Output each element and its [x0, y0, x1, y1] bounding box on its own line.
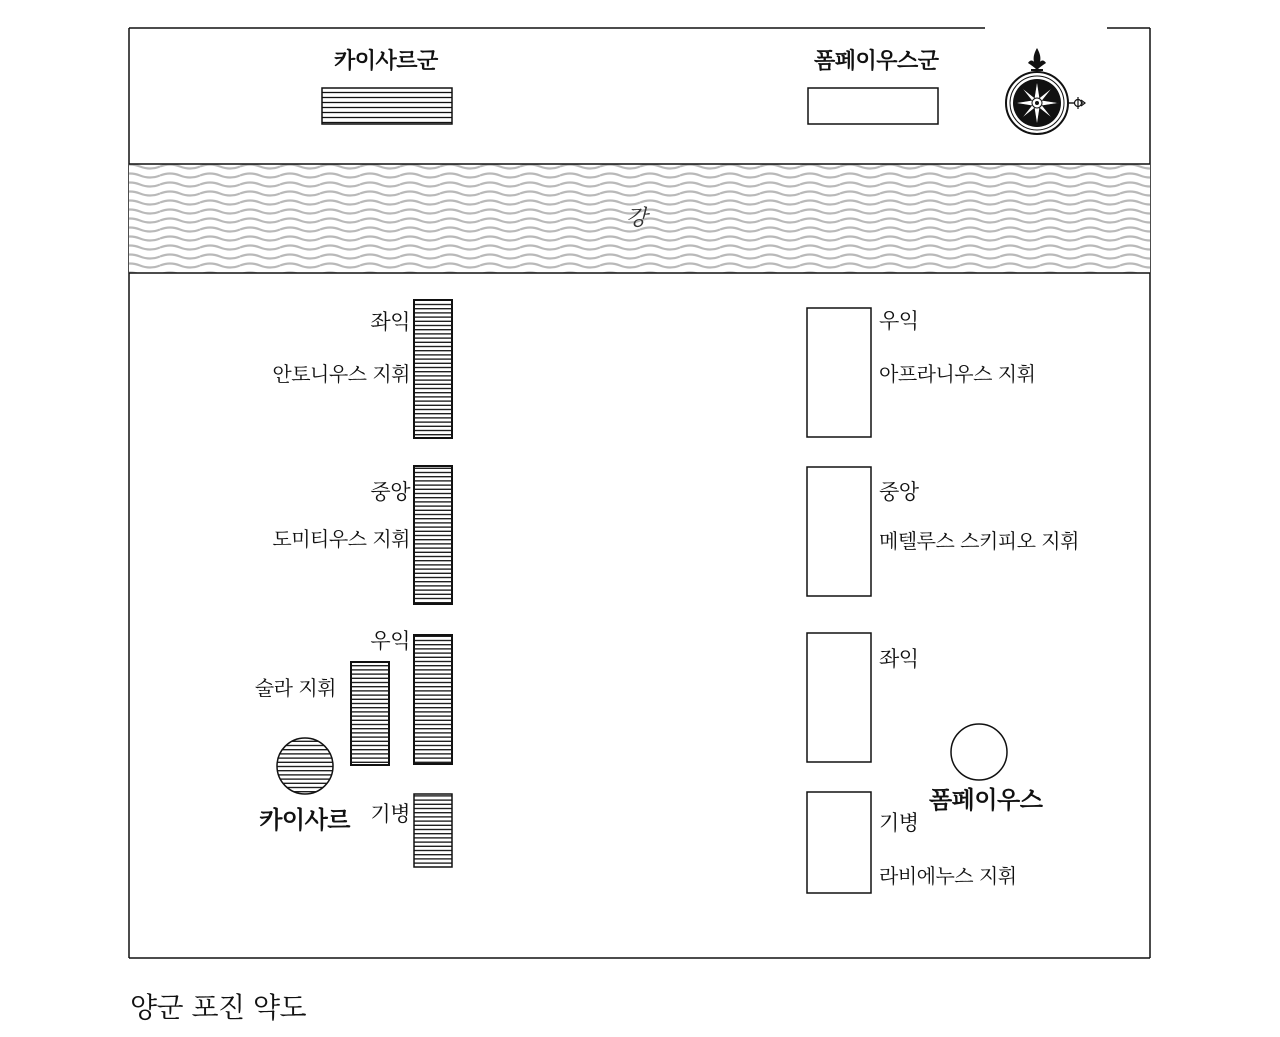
compass-rose-icon: [1006, 48, 1085, 134]
pompey-right-wing-block: [807, 308, 871, 437]
caesar-commander-label: 카이사르: [259, 806, 350, 834]
pompey-right-wing-commander: 아프라니우스 지휘: [879, 362, 1036, 386]
caesar-center-block: [414, 466, 452, 604]
pompey-cavalry-commander: 라비에누스 지휘: [879, 864, 1017, 888]
caesar-left-wing-block: [414, 300, 452, 438]
pompey-left-wing-label: 좌익: [879, 647, 919, 671]
caesar-center-commander: 도미티우스 지휘: [272, 527, 410, 551]
caesar-army-label: 카이사르군: [334, 49, 438, 74]
pompey-left-wing-block: [807, 633, 871, 762]
pompey-army-label: 폼페이우스군: [814, 49, 939, 74]
caesar-reserve-commander: 술라 지휘: [254, 676, 336, 700]
river-label: 강: [626, 206, 647, 231]
pompey-commander-marker: [951, 724, 1007, 780]
caesar-reserve-block: [351, 662, 389, 765]
pompey-center-commander: 메텔루스 스키피오 지휘: [879, 529, 1079, 553]
caesar-left-wing-label: 좌익: [370, 310, 410, 334]
pompey-right-wing-label: 우익: [879, 309, 919, 333]
caesar-right-wing-label: 우익: [370, 629, 410, 653]
pompey-army-legend-swatch: [808, 88, 938, 124]
caesar-center-label: 중앙: [370, 480, 410, 504]
caesar-commander-marker: [277, 738, 333, 794]
pompey-center-block: [807, 467, 871, 596]
caesar-cavalry-block: [414, 794, 452, 867]
pompey-commander-label: 폼페이우스: [929, 786, 1043, 814]
caesar-left-wing-commander: 안토니우스 지휘: [272, 362, 410, 386]
pompey-cavalry-label: 기병: [879, 811, 919, 835]
diagram-caption: 양군 포진 약도: [130, 991, 307, 1024]
pompey-center-label: 중앙: [879, 480, 919, 504]
caesar-cavalry-label: 기병: [370, 802, 410, 826]
pompey-cavalry-block: [807, 792, 871, 893]
caesar-army-legend-swatch: [322, 88, 452, 124]
caesar-right-wing-block: [414, 635, 452, 764]
